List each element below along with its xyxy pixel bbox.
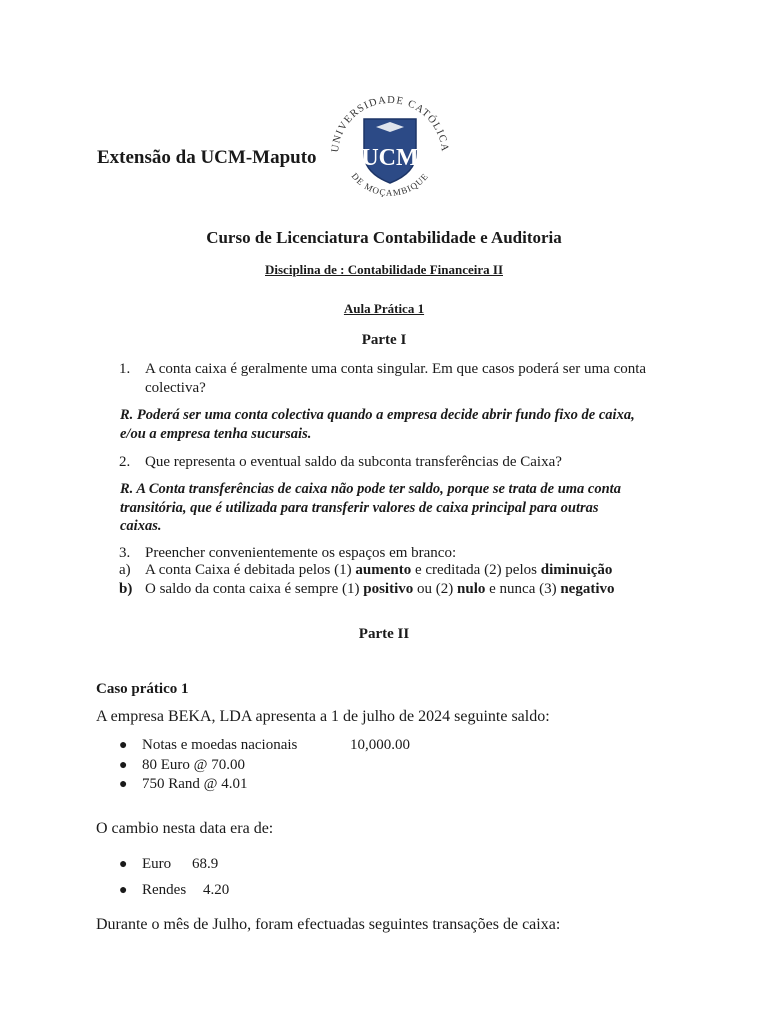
q3b-answer1: positivo — [363, 581, 414, 597]
q3b-answer3: negativo — [560, 581, 615, 597]
seal-top-text: UNIVERSIDADE CATÓLICA — [329, 94, 451, 153]
q1-text-line1: A conta caixa é geralmente uma conta singular. Em que casos poderá ser uma conta — [145, 361, 647, 377]
part1-heading: Parte I — [361, 332, 407, 348]
q3a-answer1: aumento — [355, 562, 412, 578]
q2-number: 2. — [119, 454, 131, 470]
bullet-icon: ● — [119, 857, 128, 872]
q3a-answer2: diminuição — [540, 562, 613, 578]
q2-answer-line2: transitória, que é utilizada para transferir valores de caixa principal para outras — [120, 500, 599, 516]
q3b-statement: O saldo da conta caixa é sempre (1) positivo ou (2) nulo e nunca (3) negativo — [145, 581, 615, 597]
q1-text-line2: colectiva? — [145, 380, 206, 396]
balance-label: 750 Rand @ 4.01 — [142, 776, 248, 792]
rate-currency: Rendes — [142, 882, 187, 898]
q3a-label: a) — [119, 562, 131, 578]
q3-text: Preencher convenientemente os espaços em branco: — [145, 545, 457, 561]
q3b-answer2: nulo — [457, 581, 486, 597]
seal-bottom-text: DE MOÇAMBIQUE — [349, 170, 431, 198]
rate-currency: Euro — [142, 856, 172, 872]
q1-answer-line1: R. Poderá ser uma conta colectiva quando a empresa decide abrir fundo fixo de caixa, — [120, 407, 635, 423]
shield-icon — [361, 119, 418, 183]
part2-heading: Parte II — [358, 626, 410, 642]
balance-label: Notas e moedas nacionais — [142, 737, 298, 753]
q3-number: 3. — [119, 545, 131, 561]
subject-line: Disciplina de : Contabilidade Financeira II — [265, 262, 503, 277]
rate-value: 68.9 — [192, 856, 219, 872]
university-seal-logo — [324, 85, 456, 211]
seal-monogram: UCM — [361, 145, 419, 171]
q2-answer-line1: R. A Conta transferências de caixa não pode ter saldo, porque se trata de uma conta — [120, 481, 621, 497]
lesson-title: Aula Prática 1 — [343, 301, 425, 316]
q2-text: Que representa o eventual saldo da subconta transferências de Caixa? — [145, 454, 562, 470]
balance-label: 80 Euro @ 70.00 — [142, 757, 245, 773]
bullet-icon: ● — [119, 883, 128, 898]
q3a-statement: A conta Caixa é debitada pelos (1) aumento e creditada (2) pelos diminuição — [145, 562, 613, 578]
q1-number: 1. — [119, 361, 131, 377]
course-title: Curso de Licenciatura Contabilidade e Auditoria — [206, 228, 562, 247]
bullet-icon: ● — [119, 738, 128, 753]
balance-value: 10,000.00 — [350, 737, 410, 753]
exchange-intro: O cambio nesta data era de: — [96, 820, 274, 837]
case-title: Caso prático 1 — [96, 681, 189, 697]
institution-name: Extensão da UCM-Maputo — [97, 147, 317, 168]
rate-value: 4.20 — [203, 882, 230, 898]
closing-text: Durante o mês de Julho, foram efectuadas seguintes transações de caixa: — [96, 916, 561, 933]
bullet-icon: ● — [119, 758, 128, 773]
q1-answer-line2: e/ou a empresa tenha sucursais. — [120, 426, 312, 442]
q3b-label: b) — [119, 581, 133, 597]
case-intro: A empresa BEKA, LDA apresenta a 1 de julho de 2024 seguinte saldo: — [96, 708, 550, 725]
q2-answer-line3: caixas. — [120, 518, 162, 534]
bullet-icon: ● — [119, 777, 128, 792]
